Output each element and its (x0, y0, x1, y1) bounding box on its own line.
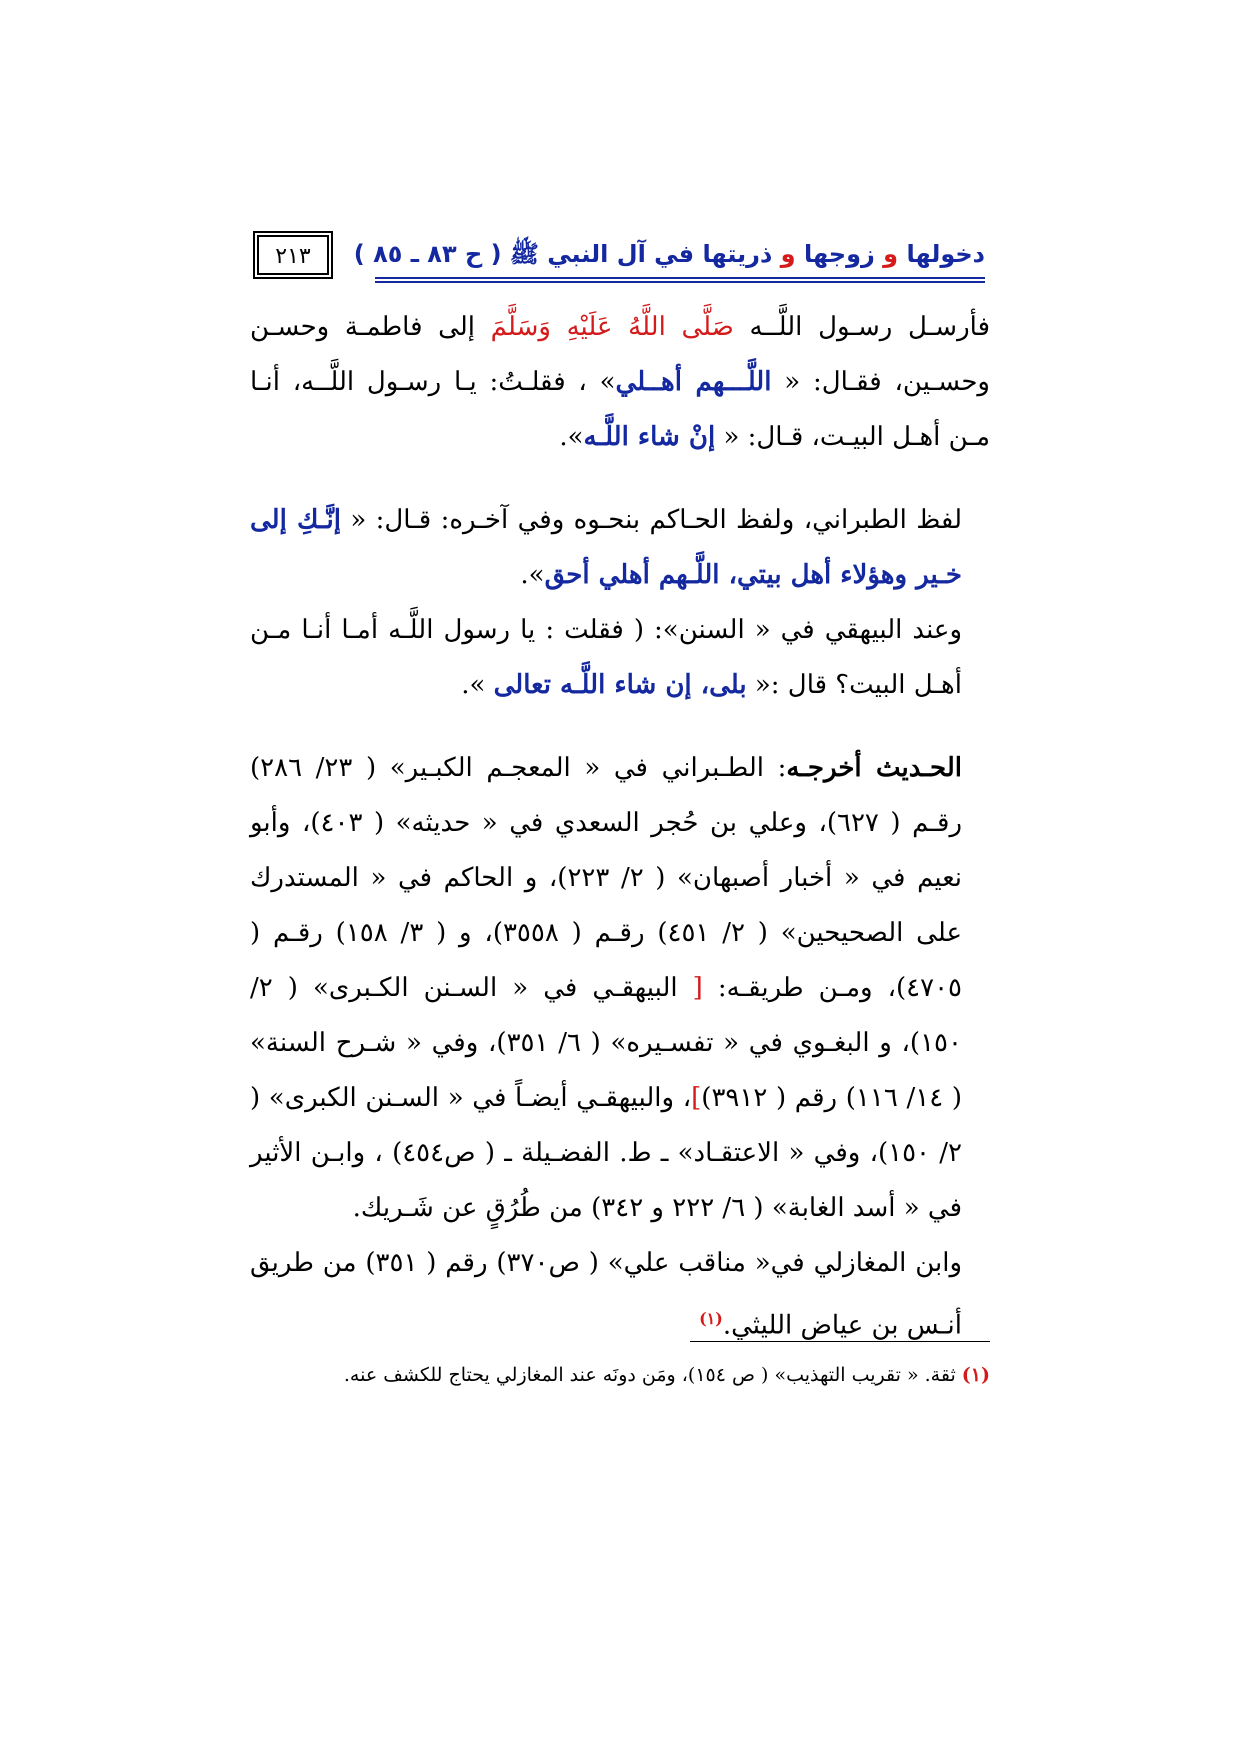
title-part-1: دخولها (906, 240, 985, 268)
page-header (257, 235, 985, 285)
page-number: ٢١٣ (257, 235, 329, 275)
footnote-divider (690, 1341, 990, 1342)
p3-text-c: ». (461, 670, 494, 700)
bracket-open: [ (692, 973, 703, 1003)
prophetic-quote-1: اللَّـــهم أهــلي (615, 367, 772, 397)
running-title (354, 239, 985, 274)
p2-text-c: ». (520, 560, 545, 590)
quote-open-2: « (715, 422, 740, 452)
footnote-ref[interactable]: (١) (699, 1309, 723, 1328)
p1-text-a: فأرسـل رسـول اللَّــه (733, 312, 990, 342)
p2-text-a: لفظ الطبراني، ولفظ الحـاكم بنحـوه وفي آخـره: قـال: « (340, 505, 963, 535)
paragraph-5 (250, 1236, 990, 1354)
p4-text-a: : الطـبراني في « المعجـم الكبـير» ( ٢٣/ ٢٨٦) رقـم ( ٦٢٧)، وعلي بن حُجر السعدي في « حديثه» ( ٤٠٣)، وأبو نعيم في « أخبار أصبهان» ( ٢/ ٢٢٣)، و الحاكم في « المستدرك على الصحيحين» ( ٢/ ٤٥١) رقـم ( ٣٥٥٨)، و ( ٣/ ١٥٨) رقـم ( ٤٧٠٥)، ومـن طريقـه: (250, 753, 962, 1003)
p5-text: وابن المغازلي في« مناقب علي» ( ص٣٧٠) رقم ( ٣٥١) من طريق أنـس بن عياض الليثي. (250, 1248, 963, 1341)
prophetic-quote-3: إنَّـكِ إلى خـير وهؤلاء أهل بيتي، اللَّـهم أهلي أحق (250, 505, 962, 590)
main-text (250, 300, 990, 1354)
takhrij-heading: الحـديث أخرجـه (786, 753, 962, 783)
quote-open-1: « (771, 367, 801, 397)
title-and-1: و (874, 240, 907, 268)
p4-text-b: البيهقـي في « السـنن الكـبرى» ( ٢/ ١٥٠)، و البغـوي في « تفسـيره» ( ٦/ ٣٥١)، وفي « شـرح السنة» ( ١٤/ ١١٦) رقم ( ٣٩١٢) (250, 973, 962, 1113)
p1-text-b: إلى فاطمـة وحسـن وحسـين، فقـال: (250, 312, 990, 397)
title-part-2: زوجها (803, 240, 875, 268)
paragraph-4 (250, 741, 990, 1236)
footnote-text: ثقة. « تقريب التهذيب» ( ص ١٥٤)، ومَن دونَه عند المغازلي يحتاج للكشف عنه. (343, 1364, 962, 1386)
footnote (250, 1360, 990, 1390)
paragraph-2 (250, 493, 990, 603)
header-rule (375, 277, 985, 283)
title-part-3: ذريتها في آل النبي ﷺ ( ح ٨٣ ـ ٨٥ ) (353, 240, 773, 268)
title-and-2: و (772, 240, 804, 268)
footnote-mark: (١) (961, 1364, 990, 1386)
p4-text-c: ، والبيهقـي أيضـاً في « السـنن الكبرى» ( ٢/ ١٥٠)، وفي « الاعتقـاد» ـ ط. الفضـيلة ـ ( ص٤٥٤) ، وابـن الأثير في « أسد الغابة» ( ٦/ ٢٢٢ و ٣٤٢) من طُرُقٍ عن شَـريك. (250, 1083, 963, 1223)
quote-close-2: ». (559, 422, 584, 452)
p1-text-c: » ، فقلـتُ: يـا رسـول اللَّــه، أنـا مـن أهـل البيـت، قـال: (250, 367, 990, 452)
paragraph-3 (250, 603, 990, 713)
paragraph-1 (250, 300, 990, 465)
p3-text-a: وعند البيهقي في « السنن»: ( فقلت : يا رسول اللَّـه أمـا أنـا مـن أهـل البيت؟ قال :« (250, 615, 962, 700)
prophetic-quote-2: إنْ شاء اللَّـه (583, 422, 716, 452)
salutation: صَلَّى اللَّهُ عَلَيْهِ وَسَلَّمَ (490, 312, 734, 342)
prophetic-quote-4: بلى، إن شاء اللَّـه تعالى (493, 670, 747, 700)
bracket-close: ] (691, 1083, 702, 1113)
